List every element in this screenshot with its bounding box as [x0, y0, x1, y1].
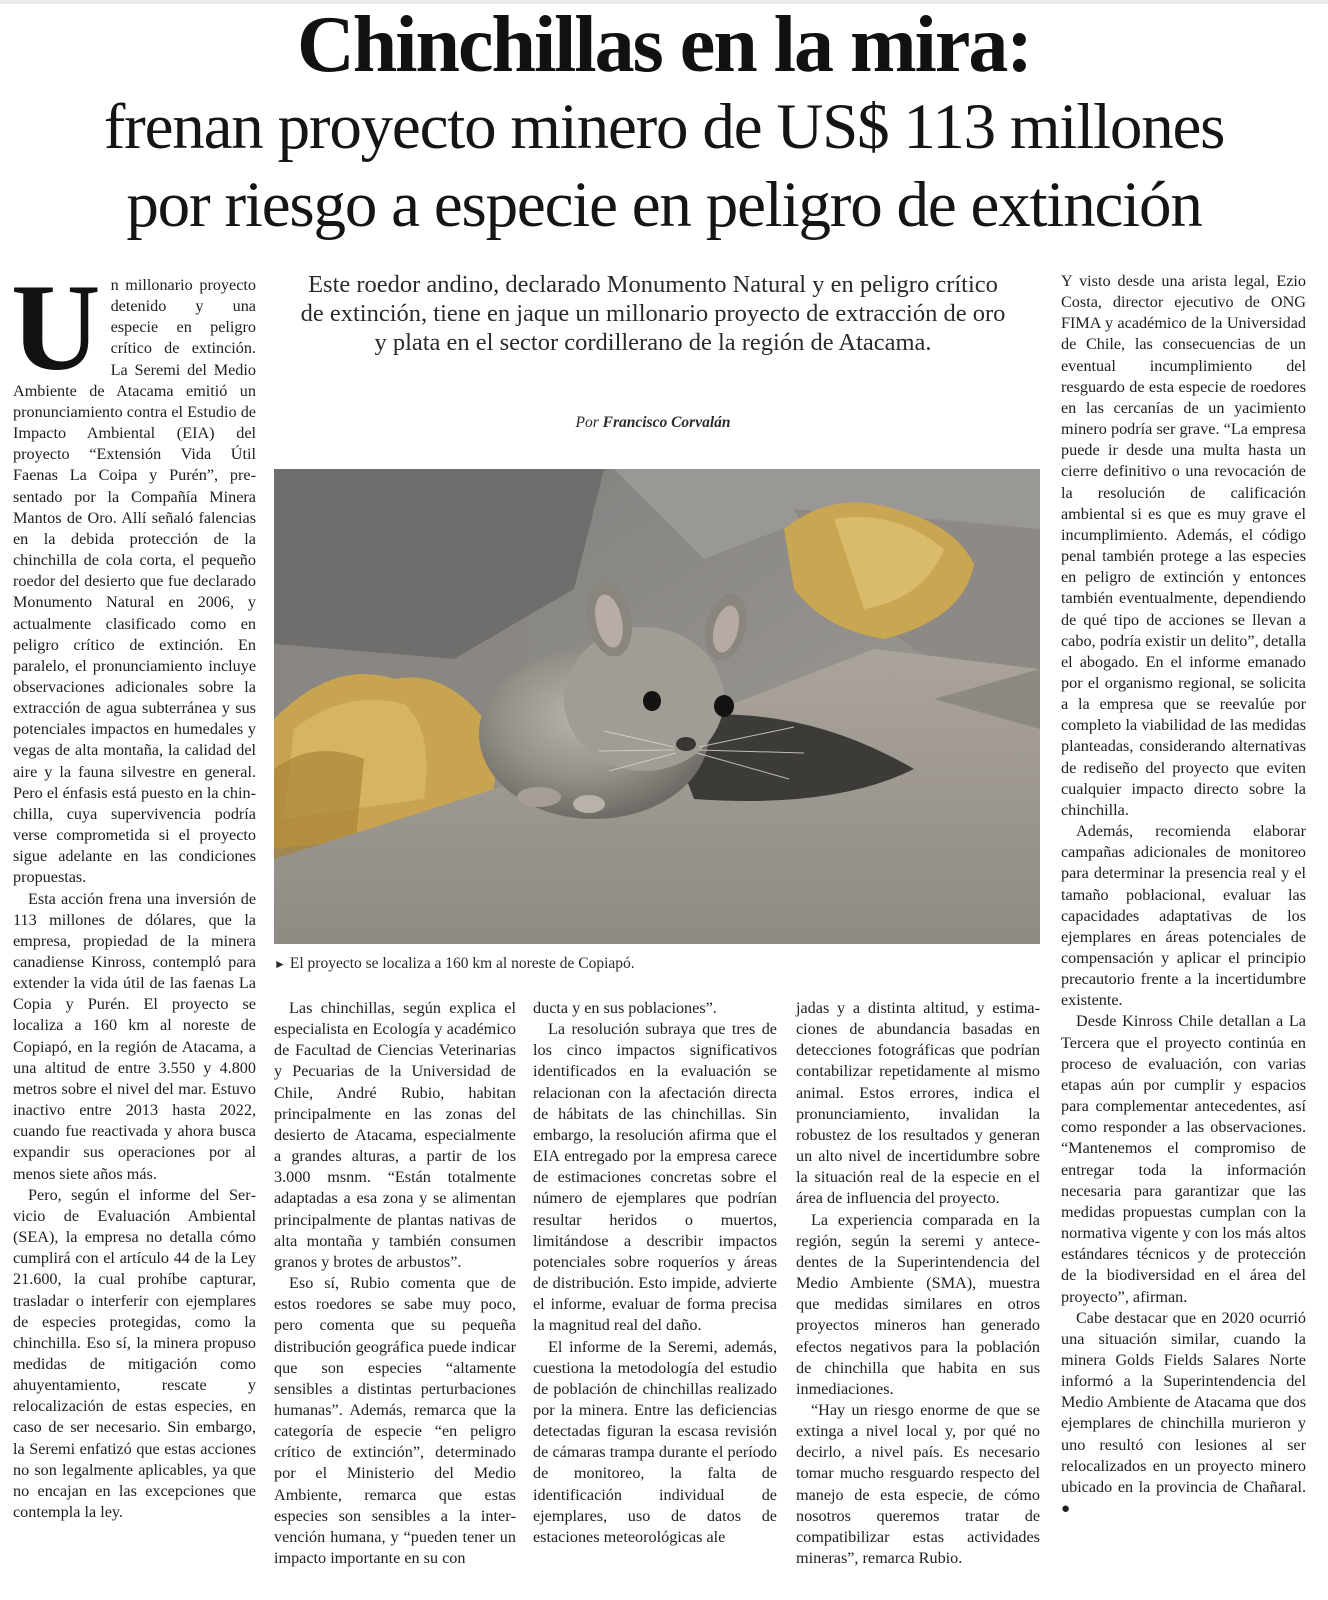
headline: Chinchillas en la mira: [296, 1, 1032, 89]
paragraph-text: Cabe destacar que en 2020 ocurrió una situación similar, cuando la minera Golds Fields Salares Norte informó a la Superintendencia del Medio Ambiente de Atacama que dos ejemplares de chinchilla murieron y uno resultó con lesiones al ser relocalizados en un proyecto minero ubicado en la provincia de Chañaral. [1061, 1308, 1306, 1496]
subhead-line-2: por riesgo a especie en peligro de extinción [126, 169, 1202, 241]
paragraph: Y visto desde una arista legal, Ezio Costa, director ejecutivo de ONG FIMA y académico de la Universidad de Chile, las consecuencias de un eventual incumplimiento del resguardo de esta especie de roedores en las cercanías de un yacimiento minero podría ser grave. “La empresa puede ir desde una multa hasta un cierre definitivo o una revocación de la resolución de calificación ambiental si es que es muy grave el incumplimiento. Además, el código penal también protege a las especies en peligro de extinción y entonces también eventualmente, dependiendo de qué tipo de acciones se llevan a cabo, podría existir un delito”, detalla el abogado. En el informe emanado por el organismo regional, se solicita a la empresa que se reevalúe por completo la viabilidad de las medidas planteadas, considerando alternativas de rediseño del proyecto que eviten cualquier impacto directo sobre la chinchilla. [1061, 272, 1306, 819]
photo-caption [274, 955, 1040, 973]
paragraph [1061, 1308, 1306, 1521]
article-column-2 [274, 998, 516, 1569]
drop-cap: U [11, 259, 101, 396]
article-column-1 [11, 259, 256, 1523]
article-column-3 [533, 998, 777, 1548]
chinchilla-photo-illustration [274, 469, 1040, 944]
subheadline [0, 88, 1328, 244]
lead-paragraph: Este roedor andino, declarado Monumento Natural y en peligro crítico de extinción, tiene en jaque un millonario proyecto de extracción de oro y plata en el sector cordillerano de la región de Atacama. [300, 271, 1006, 356]
paragraph: Las chinchillas, según explica el especialista en Ecología y académico de Facultad de Ciencias Veterinarias y Pecuarias de la Universidad de Chile, André Rubio, habitan principalmente en las zonas del desierto de Atacama, especialmente a grandes alturas, a partir de los 3.000 msnm. “Están totalmente adaptadas a esa zona y se alimentan principalmente de plantas nativas de alta montaña y también consumen granos y brotes de arbustos”. [274, 999, 516, 1271]
paragraph: Eso sí, Rubio comenta que de estos roedores se sabe muy poco, pero comenta que su pequeña distribución geográfica puede indicar que son especies “altamente sensibles a distintas perturbaciones humanas”. Además, remarca que la categoría de especie “en peligro crítico de extinción”, determinado por el Ministerio del Medio Ambiente, remarca que estas especies son sensibles a la intervención humana, y “pueden tener un impacto importante en su con [274, 1274, 516, 1568]
byline-prefix: Por [575, 414, 599, 431]
paragraph: ducta y en sus poblaciones”. [533, 999, 717, 1017]
subhead-line-1: frenan proyecto minero de US$ 113 millones [103, 91, 1225, 163]
paragraph [11, 259, 256, 889]
paragraph: Pero, según el informe del Servicio de Evaluación Ambiental (SEA), la empresa no detalla cómo cumplirá con el artículo 44 de la Ley 21.600, la cual prohíbe capturar, trasladar o interferir con ejemplares de especies protegidas, como la chinchilla. Eso sí, la minera propuso medidas de mitigación como ahuyentamiento, rescate y relocalización de estas especies, en caso de ser necesario. Sin embargo, la Seremi enfatizó que estas acciones no son legalmente aplicables, ya que no encajan en las excepciones que contempla la ley. [13, 1185, 256, 1522]
chinchilla-photo [274, 469, 1040, 944]
article-column-4 [796, 998, 1040, 1569]
photo-caption-text: El proyecto se localiza a 160 km al noreste de Copiapó. [289, 955, 635, 972]
paragraph: El informe de la Seremi, además, cuestiona la metodología del estudio de población de chinchillas realizado por la minera. Entre las deficiencias detectadas figuran la escasa revisión de cámaras trampa durante el período de monitoreo, la falta de identificación individual de ejemplares, uso de datos de estaciones meteorológicas ale [533, 1337, 777, 1546]
byline [300, 414, 1006, 432]
paragraph: Esta acción frena una inversión de 113 millones de dólares, que la empresa, propiedad de la minera canadiense Kinross, contempló para extender la vida útil de las faenas La Copia y Purén. El proyecto se localiza a 160 km al noreste de Copiapó, en la región de Atacama, a una altitud de entre 3.550 y 4.800 metros sobre el nivel del mar. Estuvo inactivo entre 2013 hasta 2022, cuando fue reactivada y ahora busca expandir sus operaciones por al menos siete años más. [13, 889, 256, 1183]
paragraph: La resolución subraya que tres de los cinco impactos significativos identificados en la evaluación se relacionan con la afectación directa de hábitats de las chinchillas. Sin embargo, la resolución afirma que el EIA entregado por la empresa carece de estimaciones concretas sobre el número de ejemplares que podrían resultar heridos o muertos, limitándose a describir impactos potenciales sobre roqueríos y áreas de distribución. Esto impide, advierte el informe, evaluar de forma precisa la magnitud real del daño. [533, 1020, 777, 1335]
article-column-5 [1061, 271, 1306, 1520]
paragraph: Desde Kinross Chile detallan a La Tercera que el proyecto continúa en proceso de evaluación, con varias etapas aún por cumplir y espacios para complementar antecedentes, así como responder a las observaciones. “Mantenemos el compromiso de entregar toda la información necesaria para garantizar que las medidas propuestas cumplan con la normativa vigente y con los más altos estándares técnicos y de protección de la biodiversidad en el área del proyecto”, afirman. [1061, 1012, 1306, 1306]
triangle-right-icon: ► [274, 957, 286, 971]
paragraph: Además, recomienda elaborar campañas adicionales de monitoreo para determinar la presencia real y el tamaño poblacional, evaluar las capacidades adaptativas de los ejemplares en áreas potenciales de compensación y aplicar el principio precautorio frente a la incertidumbre existente. [1061, 822, 1306, 1010]
paragraph: La experiencia comparada en la región, según la seremi y antecedentes de la Superintendencia del Medio Ambiente (SMA), muestra que medidas similares en otros proyectos mineros han generado efectos negativos para la población de chinchilla que habita en sus inmediaciones. [796, 1210, 1040, 1398]
paragraph: jadas y a distinta altitud, y estimaciones de abundancia basadas en detecciones fotográficas que podrían contabilizar repetidamente al mismo animal. Estos errores, indica el pronunciamiento, invalidan la robustez de los resultados y generan un alto nivel de incertidumbre sobre la situación real de la especie en el área de influencia del proyecto. [796, 999, 1040, 1208]
paragraph-text: n millonario proyecto detenido y una especie en peligro crítico de extinción. La Seremi del Medio Ambiente de Atacama emitió un pronunciamiento contra el Estudio de Impacto Ambiental (EIA) del proyecto “Extensión Vida Útil Faenas La Coipa y Purén”, presentado por la Compañía Minera Mantos de Oro. Allí señaló falencias en la debida protección de la chinchilla de cola corta, el pequeño roedor del desierto que fue declarado Monumento Natural en 2006, y actualmente clasificado como en peligro crítico de extinción. En paralelo, el pronunciamiento incluye observaciones adicionales sobre la extracción de agua subterránea y sus potenciales impactos en humedales y vegas de alta montaña, la calidad del aire y la fauna silvestre en general. Pero el énfasis está puesto en la chinchilla, cuya supervivencia podría verse comprometida si el proyecto sigue adelante en las condiciones propuestas. [13, 276, 256, 887]
paragraph: “Hay un riesgo enorme de que se extinga a nivel local y, por qué no decirlo, a nivel país. Es necesario tomar mucho resguardo respecto del manejo de esta especie, de cómo nosotros queremos tratar de compatibilizar estas actividades mineras”, remarca Rubio. [796, 1400, 1040, 1568]
filled-circle-icon: ● [1061, 1501, 1071, 1518]
byline-author: Francisco Corvalán [602, 414, 731, 431]
